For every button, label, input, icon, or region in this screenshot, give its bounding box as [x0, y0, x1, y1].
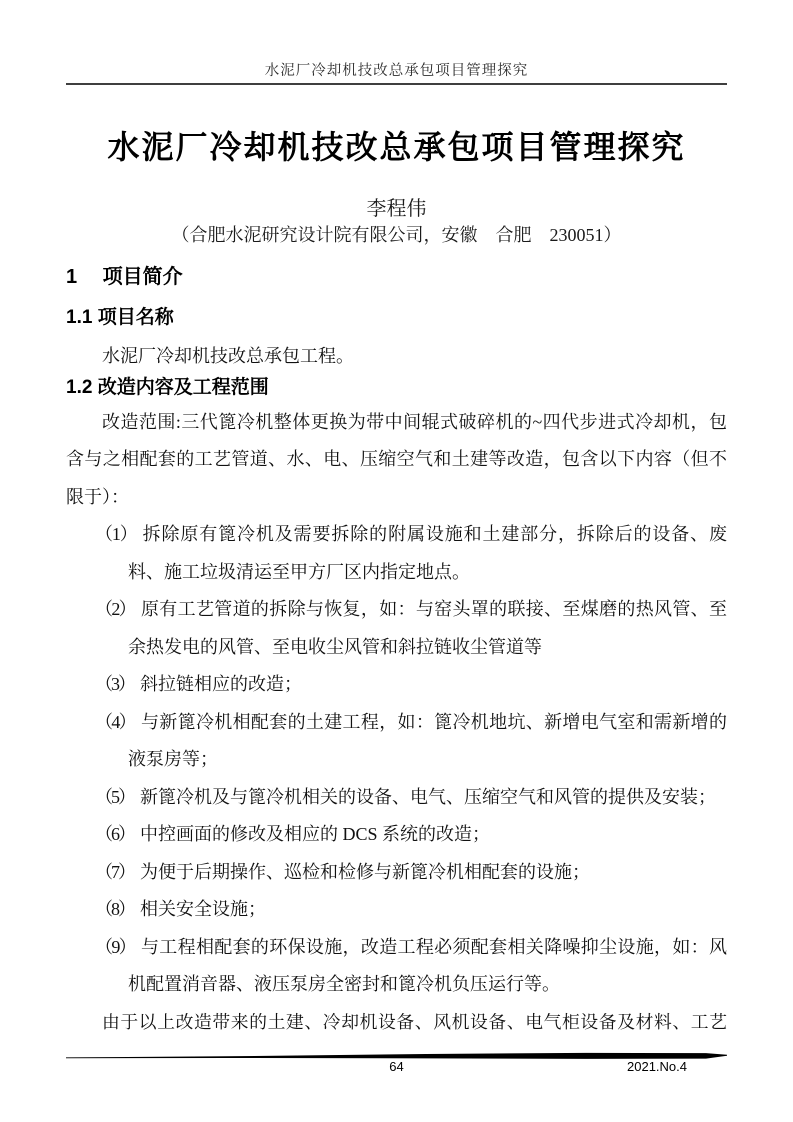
- list-item-text: 斜拉链相应的改造；: [140, 674, 302, 694]
- list-item-text: 与工程相配套的环保设施，改造工程必须配套相关降噪抑尘设施，如：风机配置消音器、液压泵房全密封和篦冷机负压运行等。: [128, 936, 728, 994]
- section-heading-1-1: 1.1 项目名称: [66, 307, 174, 328]
- header-rule: [66, 83, 727, 85]
- list-item-text: 为便于后期操作、巡检和检修与新篦冷机相配套的设施；: [140, 861, 590, 882]
- author-affiliation: （合肥水泥研究设计院有限公司，安徽 合肥 230051）: [171, 225, 622, 245]
- author-name: 李程伟: [366, 198, 427, 220]
- page-number: 64: [389, 1059, 404, 1074]
- list-item-text: 新篦冷机及与篦冷机相关的设备、电气、压缩空气和风管的提供及安装；: [140, 786, 716, 807]
- list-item: [66, 816, 727, 854]
- issue-label: 2021.No.4: [627, 1059, 687, 1074]
- list-item: [66, 516, 727, 591]
- list-item-text: 相关安全设施；: [140, 899, 266, 919]
- paragraph-scope-intro: 改造范围:三代篦冷机整体更换为带中间辊式破碎机的~四代步进式冷却机，包含与之相配套的工艺管道、水、电、压缩空气和土建等改造，包含以下内容（但不限于）：: [66, 411, 727, 507]
- list-item: [66, 779, 727, 817]
- list-item-marker: （6）: [95, 824, 134, 844]
- list-item-marker: （7）: [95, 861, 134, 882]
- list-item-marker: （9）: [95, 936, 135, 957]
- running-head: 水泥厂冷却机技改总承包项目管理探究: [264, 63, 529, 79]
- list-item: [66, 891, 727, 929]
- list-item: [66, 591, 727, 666]
- list-item-marker: （1）: [95, 524, 137, 544]
- paragraph-closing: 由于以上改造带来的土建、冷却机设备、风机设备、电气柜设备及材料、工艺: [102, 1011, 727, 1032]
- list-item: [66, 854, 727, 892]
- section-heading-1: 1 项目简介: [66, 266, 183, 288]
- list-item-marker: （5）: [95, 786, 134, 807]
- paragraph-project-name: 水泥厂冷却机技改总承包工程。: [102, 346, 354, 366]
- list-item-marker: （4）: [95, 711, 135, 732]
- list-item: [66, 929, 727, 1004]
- list-item-marker: （8）: [95, 899, 134, 919]
- list-item-text: 原有工艺管道的拆除与恢复，如：与窑头罩的联接、至煤磨的热风管、至余热发电的风管、至电收尘风管和斜拉链收尘管道等: [128, 599, 728, 657]
- list-item-text: 拆除原有篦冷机及需要拆除的附属设施和土建部分，拆除后的设备、废料、施工垃圾清运至甲方厂区内指定地点。: [128, 524, 728, 582]
- list-item-text: 中控画面的修改及相应的 DCS 系统的改造；: [140, 824, 491, 844]
- list-item: [66, 666, 727, 704]
- list-item-marker: （2）: [95, 599, 135, 619]
- list-item: [66, 704, 727, 779]
- list-item-marker: （3）: [95, 674, 134, 694]
- article-content: [66, 126, 727, 1041]
- page-title: 水泥厂冷却机技改总承包项目管理探究: [107, 129, 686, 165]
- list-item-text: 与新篦冷机相配套的土建工程，如：篦冷机地坑、新增电气室和需新增的液泵房等；: [128, 711, 728, 769]
- scope-item-list: [66, 516, 727, 1004]
- section-heading-1-2: 1.2 改造内容及工程范围: [66, 376, 269, 398]
